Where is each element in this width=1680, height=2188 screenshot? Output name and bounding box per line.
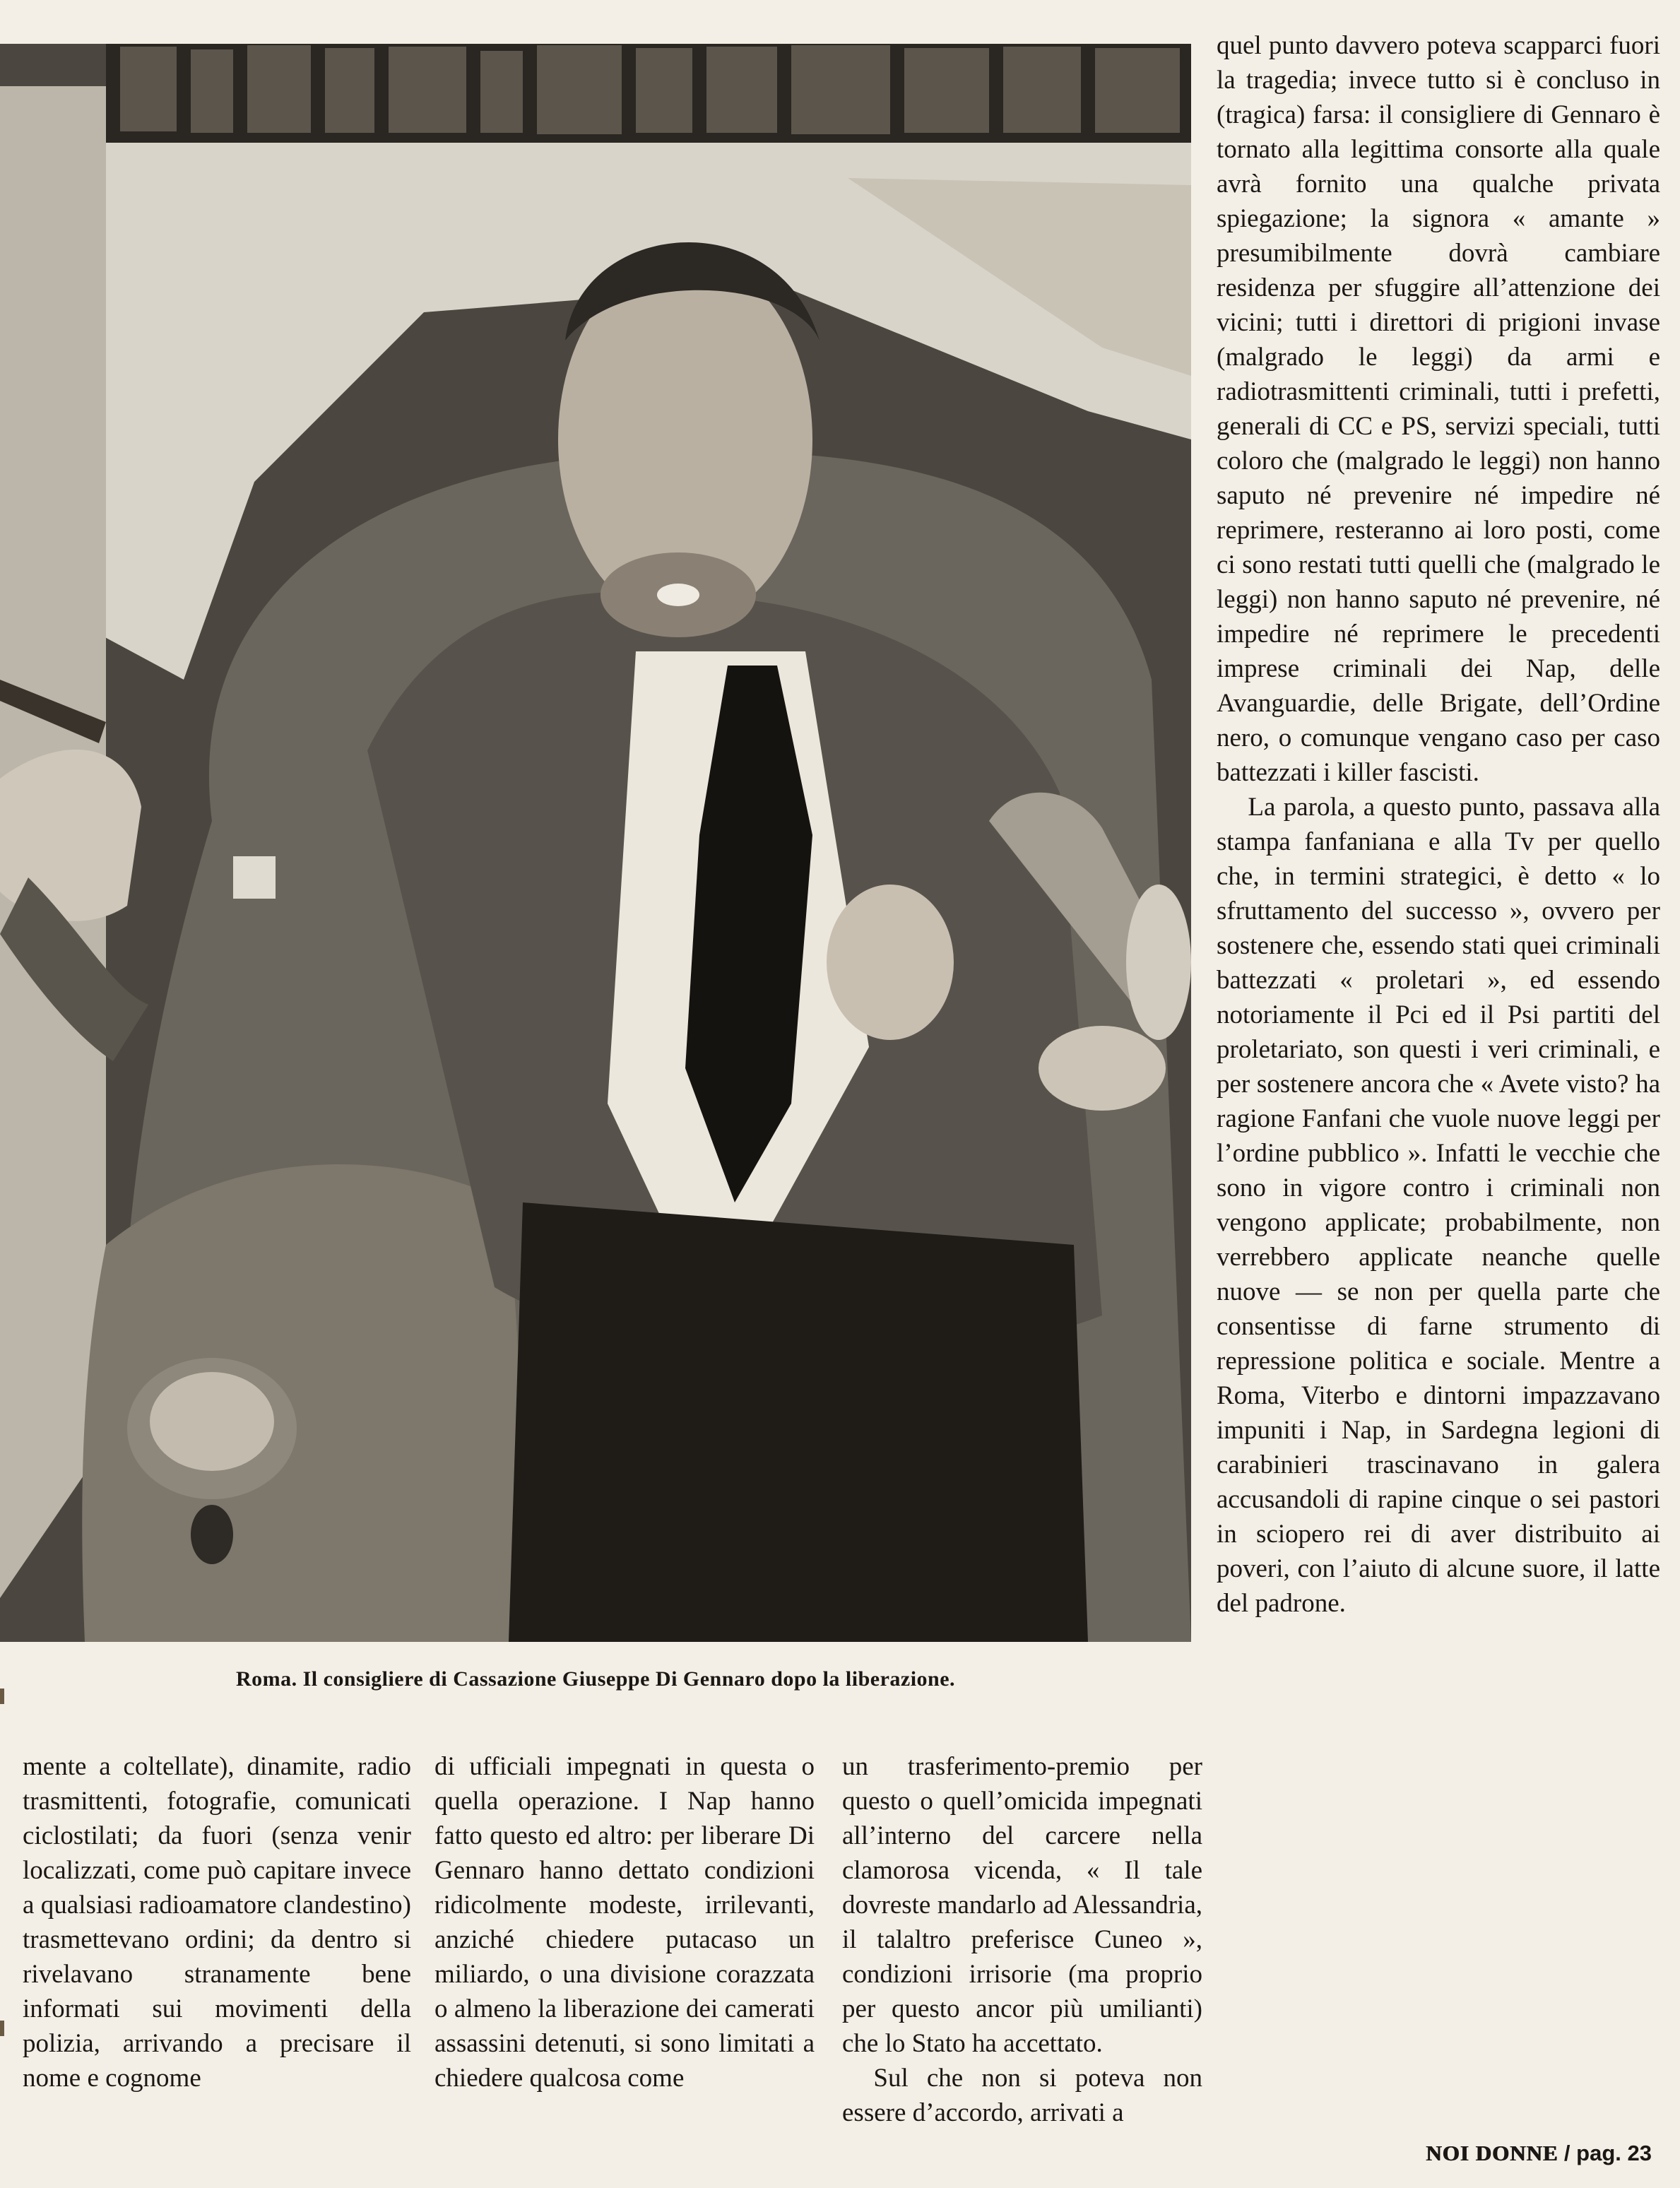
- article-column-bottom-2: [434, 1749, 815, 2095]
- magazine-name: NOI DONNE: [1426, 2141, 1558, 2165]
- photo-caption: Roma. Il consigliere di Cassazione Giuseppe Di Gennaro dopo la liberazione.: [235, 1667, 956, 1691]
- folio-separator: /: [1563, 2141, 1570, 2165]
- paragraph: quel punto davvero poteva scapparci fuori la tragedia; invece tutto si è concluso in (tragica) farsa: il consigliere di Gennaro è tornato alla legittima consorte alla quale avrà fornito una qualche privata spiegazione; la signora « amante » presumibilmente dovrà cambiare residenza per sfuggire all’attenzione dei vicini; tutti i direttori di prigioni invase (malgrado le leggi) da armi e radiotrasmittenti criminali, tutti i prefetti, generali di CC e PS, servizi speciali, tutti coloro che (malgrado le leggi) non hanno saputo né prevenire né impedire né reprimere, resteranno ai loro posti, come ci sono restati tutti quelli che (malgrado le leggi) non hanno saputo né prevenire, né impedire né reprimere le precedenti imprese criminali dei Nap, delle Avanguardie, delle Brigate, dell’Ordine nero, o comunque vengano caso per caso battezzati i killer fascisti.: [1217, 31, 1660, 787]
- paragraph: La parola, a questo punto, passava alla stampa fanfaniana e alla Tv per quello che, in termini strategici, è detto « lo sfruttamento del successo », ovvero per sostenere che, essendo stati quei criminali battezzati « proletari », ed essendo notoriamente il Pci ed il Psi partiti del proletariato, son questi i veri criminali, e per sostenere ancora che « Avete visto? ha ragione Fanfani che vuole nuove leggi per l’ordine pubblico ». Infatti le vecchie che sono in vigore contro i criminali non vengono applicate; probabilmente, non verrebbero applicate neanche quelle nuove — se non per quella parte che consentisse di farne strumento di repressione politica e sociale. Mentre a Roma, Viterbo e dintorni impazzavano impuniti i Nap, in Sardegna legioni di carabinieri trascinavano in galera accusandoli di rapine cinque o sei pastori in sciopero rei di aver distribuito ai poveri, con l’aiuto di alcune suore, il latte del padrone.: [1217, 793, 1660, 1618]
- article-column-right: [1217, 28, 1660, 1621]
- paragraph: mente a coltellate), dinamite, radio trasmittenti, fotografie, comunicati ciclostilati; da fuori (senza venir localizzati, come può capitare invece a qualsiasi radioamatore clandestino) trasmettevano ordini; da dentro si rivelavano stranamente bene informati sui movimenti della polizia, arrivando a precisare il nome e cognome: [23, 1752, 411, 2093]
- page-number: pag. 23: [1576, 2141, 1652, 2165]
- article-column-bottom-3: [842, 1749, 1202, 2130]
- page-footer: [1426, 2141, 1652, 2166]
- article-column-bottom-1: [23, 1749, 411, 2095]
- paragraph: un trasferimento-premio per questo o quell’omicida impegnati all’interno del carcere nella clamorosa vicenda, « Il tale dovreste mandarlo ad Alessandria, il talaltro preferisce Cuneo », condizioni irrisorie (ma proprio per questo ancor più umilianti) che lo Stato ha accettato.: [842, 1752, 1202, 2058]
- paragraph: Sul che non si poteva non essere d’accordo, arrivati a: [842, 2064, 1202, 2127]
- news-photo: [0, 44, 1191, 1642]
- margin-mark: [0, 2021, 4, 2036]
- margin-mark: [0, 1689, 4, 1704]
- paragraph: di ufficiali impegnati in questa o quella operazione. I Nap hanno fatto questo ed altro: per liberare Di Gennaro hanno dettato condizioni ridicolmente modeste, irrilevanti, anziché chiedere putacaso un miliardo, o una divisione corazzata o almeno la liberazione dei camerati assassini detenuti, si sono limitati a chiedere qualcosa come: [434, 1752, 815, 2093]
